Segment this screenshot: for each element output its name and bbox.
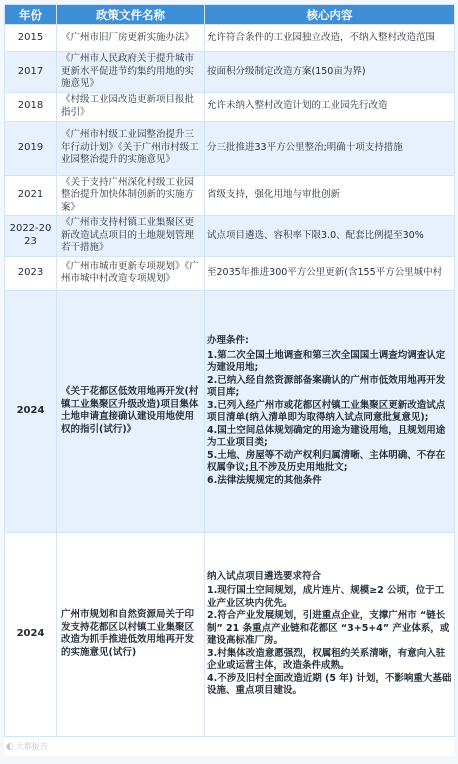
- requirement-item: 2.符合产业发展规划，引进重点企业，支撑广州市 “链长制” 21 条重点产业链和花都区 “3+5+4” 产业体系，或建设高标准厂房。: [207, 610, 450, 646]
- row-content: 至2035年推进300平方公里更新(含155平方公里城中村: [205, 256, 455, 290]
- conditions-title: 办理条件:: [207, 335, 249, 346]
- row-year: 2022-2023: [5, 216, 57, 257]
- row-year: 2015: [5, 25, 57, 52]
- policy-table-sheet: [4, 4, 454, 756]
- row-content: 分三批推进33平方公里整治;明确十项支持措施: [205, 121, 455, 175]
- requirement-item: 3.村集体改造意愿强烈，权属租约关系清晰，有意向入驻企业或运营主体，改造条件成熟。: [207, 647, 446, 671]
- row-year: 2021: [5, 175, 57, 216]
- row-policy: 《广州市城市更新专项规划》《广州市城中村改造专项规划》: [57, 256, 205, 290]
- row-policy: 广州市规划和自然资源局关于印发支持花都区以村镇工业集聚区改造为抓手推进低效用地再开发的实施意见(试行): [57, 532, 205, 736]
- row-year: 2019: [5, 121, 57, 175]
- table-header-row: [5, 5, 455, 25]
- header-content: 核心内容: [205, 5, 455, 25]
- condition-item: 4.国土空间总体规划确定的用途为建设用地，且规划用途为工业项目类;: [207, 424, 446, 448]
- condition-item: 6.法律法规规定的其他条件: [207, 474, 322, 486]
- table-row: [5, 216, 455, 257]
- table-row: [5, 52, 455, 93]
- row-year: 2023: [5, 256, 57, 290]
- row-content: 试点项目遴选、容积率下限3.0、配套比例提至30%: [205, 216, 455, 257]
- condition-item: 1.第二次全国土地调查和第三次全国国土调查均调查认定为建设用地;: [207, 349, 446, 373]
- row-content: [205, 290, 455, 532]
- table-row: [5, 92, 455, 121]
- table-row: [5, 256, 455, 290]
- requirements-title: 纳入试点项目遴选要求符合: [207, 570, 322, 582]
- row-content: 允许符合条件的工业园独立改造，不纳入整村改造范围: [205, 25, 455, 52]
- table-row: [5, 121, 455, 175]
- requirement-item: 1.现行国土空间规划，成片连片、规模≥2 公顷，位于工业产业区块内优先。: [207, 585, 445, 609]
- header-policy: 政策文件名称: [57, 5, 205, 25]
- table-row: [5, 290, 455, 532]
- table-row: [5, 175, 455, 216]
- policy-table: [4, 4, 455, 737]
- row-content: [205, 532, 455, 736]
- condition-item: 5.土地、房屋等不动产权利归属清晰、主体明确、不存在权属争议;且不涉及历史用地批文;: [207, 449, 446, 473]
- row-policy: 《广州市旧厂房更新实施办法》: [57, 25, 205, 52]
- condition-item: 3.已列入经广州市或花都区村镇工业集聚区更新改造试点项目清单(纳入清单即为取得纳入试点同意批复意见);: [207, 399, 446, 423]
- row-content: 省级支持，强化用地与审批创新: [205, 175, 455, 216]
- table-row: [5, 532, 455, 736]
- table-row: [5, 25, 455, 52]
- row-policy: 《村级工业园改造更新项目报批指引》: [57, 92, 205, 121]
- row-content: 允许未纳入整村改造计划的工业园先行改造: [205, 92, 455, 121]
- row-year: 2024: [5, 532, 57, 736]
- row-policy: 《广州市人民政府关于提升城市更新水平促进节约集约用地的实施意见》: [57, 52, 205, 93]
- row-year: 2024: [5, 290, 57, 532]
- row-policy: 《关于花都区低效用地再开发(村镇工业集聚区升级改造)项目集体土地申请直接确认建设用地使用权的指引(试行)》: [57, 290, 205, 532]
- row-policy: 《广州市支持村镇工业集聚区更新改造试点项目的土地规划管理若干措施》: [57, 216, 205, 257]
- watermark-text: 大都报告: [15, 742, 48, 751]
- header-year: 年份: [5, 5, 57, 25]
- condition-item: 2.已纳入经自然资源部备案确认的广州市低效用地再开发项目库;: [207, 374, 446, 398]
- row-policy: 《广州市村级工业园整治提升三年行动计划》《关于广州市村级工业园整治提升的实施意见》: [57, 121, 205, 175]
- requirement-item: 4.不涉及旧村全面改造近期 (5 年) 计划，不影响重大基础设施、重点项目建设。: [207, 672, 452, 696]
- row-year: 2017: [5, 52, 57, 93]
- watermark-logo-icon: ◐: [6, 741, 14, 752]
- row-content: 按面积分级制定改造方案(150亩为界): [205, 52, 455, 93]
- watermark: [6, 741, 48, 752]
- row-year: 2018: [5, 92, 57, 121]
- row-policy: 《关于支持广州深化村级工业园整治提升加快体制创新的实施方案》: [57, 175, 205, 216]
